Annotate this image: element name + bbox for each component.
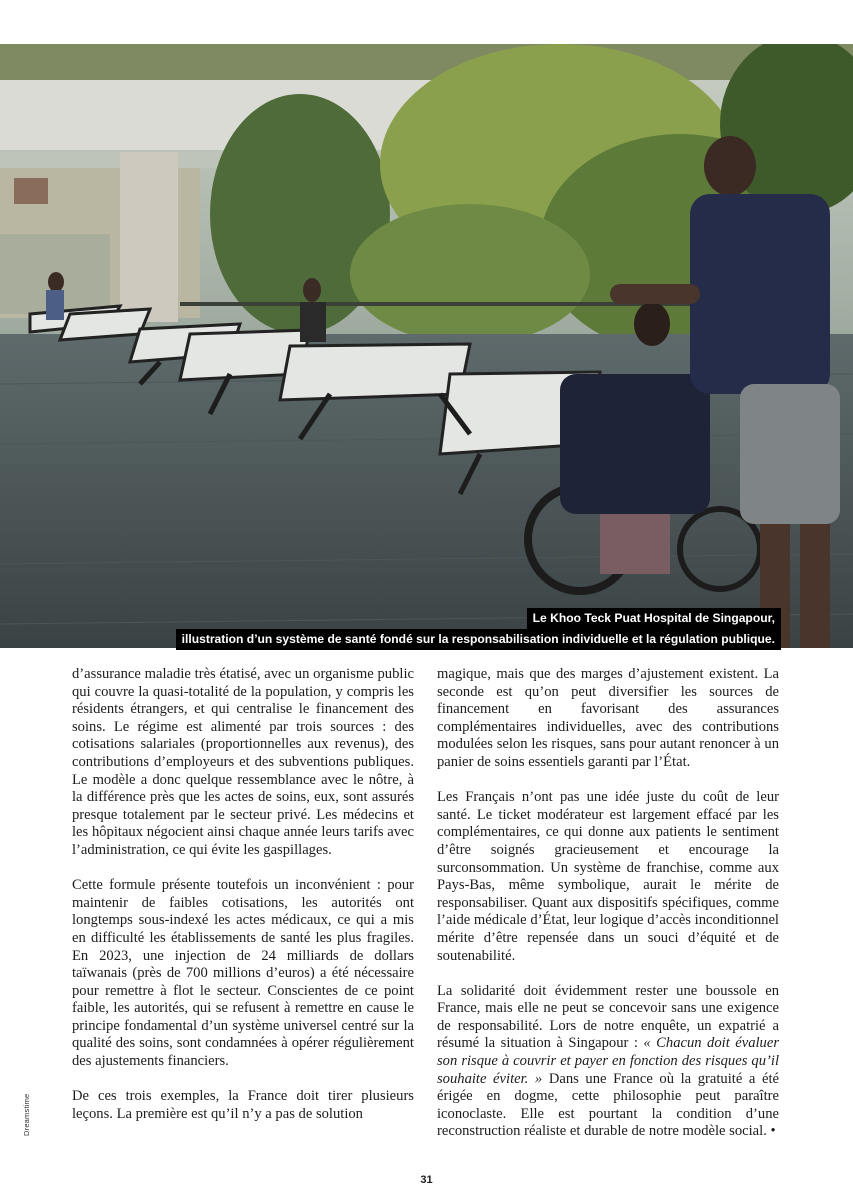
caption-line-2: illustration d’un système de santé fondé sur la responsabilisation individuelle et la régulation publique.: [176, 629, 781, 650]
paragraph-text: La solidarité doit évidemment rester une boussole en France, mais elle ne peut se concevoir sans une exigence de responsabilité. Lors de notre enquête, un expatrié a résumé la situation à Singapour :: [437, 982, 779, 1052]
page-number: 31: [420, 1174, 433, 1186]
quote: « Chacun doit évaluer son risque à couvrir et payer en fonction des risques qu’il souhaite éviter. »: [437, 1035, 780, 1087]
photo-credit: Dreamstime: [22, 1093, 31, 1136]
article-column-right: [437, 666, 779, 1159]
paragraph-text: Dans une France où la gratuité a été érigée en dogme, cette philosophie peut paraître iconoclaste. Elle est pourtant la condition d’une reconstruction réaliste et durable de notre modèle social. •: [437, 1070, 779, 1140]
paragraph: Les Français n’ont pas une idée juste du coût de leur santé. Le ticket modérateur est largement effacé par les complémentaires, ce qui donne aux patients le sentiment d’être soignés gracieusement et encourage la surconsommation. Un système de franchise, comme aux Pays-Bas, même symbolique, aurait le mérite de responsabiliser. Quant aux dispositifs spécifiques, comme l’aide médicale d’État, leur logique d’accès inconditionnel mérite d’être repensée dans un souci d’équité et de soutenabilité.: [437, 789, 779, 964]
caption-line-1: Le Khoo Teck Puat Hospital de Singapour,: [527, 608, 781, 629]
article-photo: [0, 44, 853, 648]
paragraph: magique, mais que des marges d’ajustement existent. La seconde est qu’on peut diversifier les sources de financement en favorisant des assurances complémentaires individuelles, avec des contributions modulées selon les risques, sans pour autant renoncer à un panier de soins essentiels garanti par l’État.: [437, 666, 779, 770]
photo-caption: [176, 608, 781, 650]
hospital-courtyard-photo: [0, 44, 853, 648]
paragraph: [437, 983, 779, 1141]
article-column-left: [72, 666, 414, 1141]
paragraph: De ces trois exemples, la France doit tirer plusieurs leçons. La première est qu’il n’y a pas de solution: [72, 1088, 414, 1122]
paragraph: d’assurance maladie très étatisé, avec un organisme public qui couvre la quasi-totalité de la population, y compris les résidents étrangers, et qui centralise le financement des soins. Le régime est alimenté par trois sources : des cotisations salariales (proportionnelles aux revenus), des contributions d’employeurs et des subventions publiques. Le modèle a donc quelque ressemblance avec le nôtre, à la différence près que les actes de soins, eux, sont assurés presque totalement par le secteur privé. Les médecins et les hôpitaux négocient ainsi chaque année leurs tarifs avec l’administration, ce qui évite les gaspillages.: [72, 666, 414, 858]
paragraph: Cette formule présente toutefois un inconvénient : pour maintenir de faibles cotisations, les autorités ont longtemps sous-indexé les actes médicaux, ce qui a mis en difficulté les établissements de santé les plus fragiles. En 2023, une injection de 24 milliards de dollars taïwanais (près de 700 millions d’euros) a été nécessaire pour remettre à flot le secteur. Conscientes de ce point faible, les autorités, qui se refusent à remettre en cause le principe fondamental d’un système universel centré sur la qualité des soins, sont condamnées à opérer régulièrement des ajustements financiers.: [72, 877, 414, 1070]
